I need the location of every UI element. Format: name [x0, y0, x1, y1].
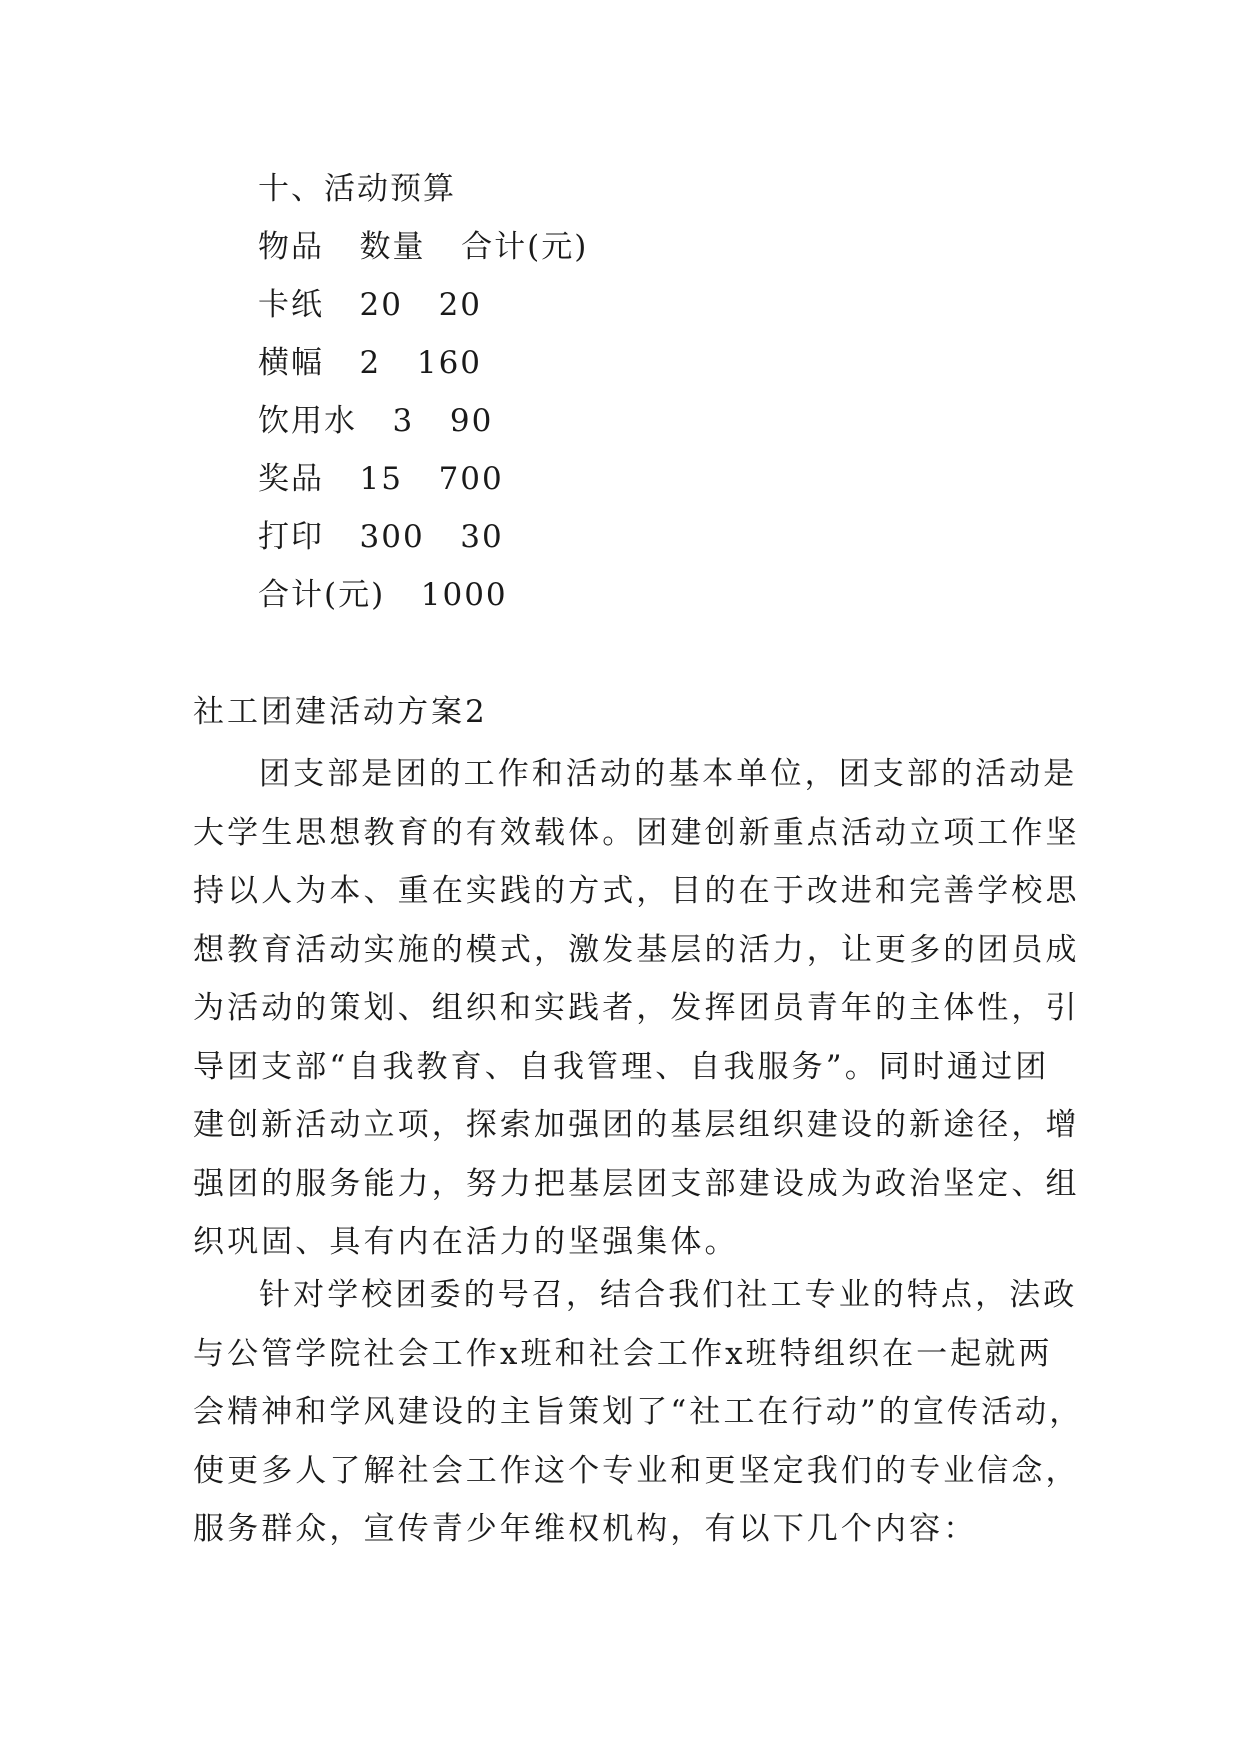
- budget-row: 奖品 15 700: [258, 461, 504, 497]
- paragraph-line: 会精神和学风建设的主旨策划了“社工在行动”的宣传活动，: [193, 1394, 1084, 1430]
- budget-row: 打印 300 30: [258, 519, 504, 555]
- paragraph-line: 大学生思想教育的有效载体。团建创新重点活动立项工作坚: [193, 814, 1080, 851]
- paragraph-line: 与公管学院社会工作x班和社会工作x班特组织在一起就两: [193, 1335, 1053, 1372]
- paragraph-line: 导团支部“自我教育、自我管理、自我服务”。同时通过团: [193, 1048, 1050, 1085]
- paragraph-line: 织巩固、具有内在活力的坚强集体。: [193, 1224, 739, 1260]
- budget-total-row: 合计(元) 1000: [258, 577, 508, 613]
- budget-heading: 十、活动预算: [258, 171, 456, 207]
- paragraph-line: 想教育活动实施的模式，激发基层的活力，让更多的团员成: [193, 931, 1080, 968]
- paragraph-line: 强团的服务能力，努力把基层团支部建设成为政治坚定、组: [193, 1165, 1080, 1202]
- paragraph-line: 建创新活动立项，探索加强团的基层组织建设的新途径，增: [193, 1107, 1080, 1143]
- section-title: 社工团建活动方案2: [193, 694, 488, 730]
- budget-section: [258, 160, 588, 624]
- paragraph-line: 持以人为本、重在实践的方式，目的在于改进和完善学校思: [193, 873, 1080, 909]
- budget-row: 饮用水 3 90: [258, 403, 494, 439]
- paragraph-line: 服务群众，宣传青少年维权机构，有以下几个内容：: [193, 1511, 978, 1547]
- paragraph-1: [193, 745, 1080, 1272]
- paragraph-line: 使更多人了解社会工作这个专业和更坚定我们的专业信念，: [193, 1452, 1080, 1489]
- paragraph-line: 团支部是团的工作和活动的基本单位，团支部的活动是: [259, 756, 1078, 792]
- paragraph-line: 针对学校团委的号召，结合我们社工专业的特点，法政: [259, 1277, 1078, 1313]
- budget-table-header: 物品 数量 合计(元): [258, 229, 589, 265]
- paragraph-2: [193, 1266, 1083, 1559]
- budget-row: 卡纸 20 20: [258, 287, 483, 323]
- budget-row: 横幅 2 160: [258, 345, 483, 381]
- paragraph-line: 为活动的策划、组织和实践者，发挥团员青年的主体性，引: [193, 990, 1080, 1026]
